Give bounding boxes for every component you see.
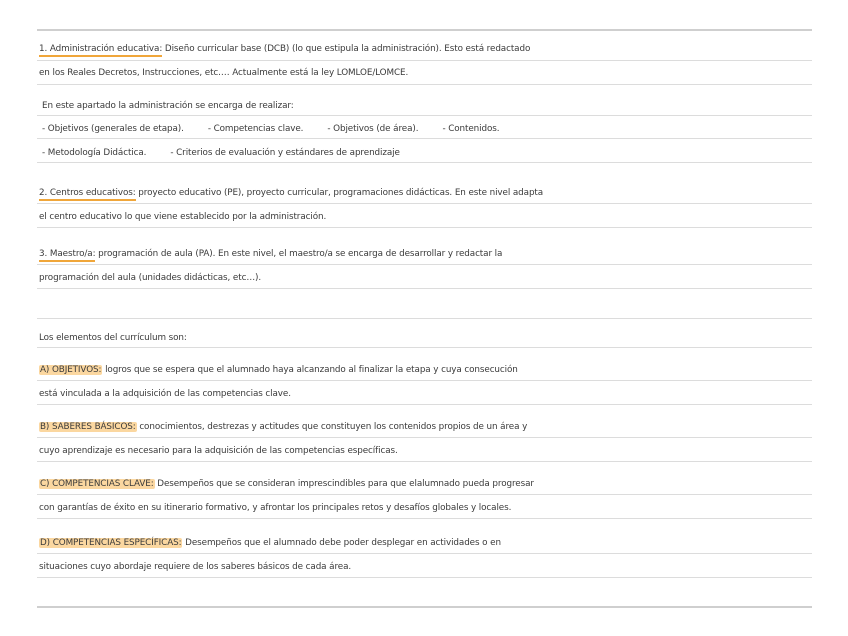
- notebook-rule: [37, 577, 812, 578]
- competencias-especificas-line-2: situaciones cuyo abordaje requiere de los saberes básicos de cada área.: [39, 562, 352, 572]
- objetivos-text: logros que se espera que el alumnado haya alcanzando al finalizar la etapa y cuya consecución: [102, 365, 518, 375]
- objetivos-line-1: [39, 361, 814, 379]
- centros-text: proyecto educativo (PE), proyecto curricular, programaciones didácticas. En este nivel adapta: [135, 188, 544, 198]
- admin-line-1: [39, 40, 814, 58]
- notebook-rule: [37, 264, 812, 265]
- notebook-rule: [37, 494, 812, 495]
- saberes-label: B) SABERES BÁSICOS:: [40, 422, 136, 432]
- item-objetivos-etapa: - Objetivos (generales de etapa).: [42, 124, 184, 134]
- bottom-rule: [37, 606, 812, 608]
- item-metodologia: - Metodología Didáctica.: [42, 148, 147, 158]
- notebook-rule: [37, 84, 812, 85]
- notebook-rule: [37, 347, 812, 348]
- saberes-text: conocimientos, destrezas y actitudes que constituyen los contenidos propios de un área y: [136, 422, 528, 432]
- maestro-line-1: [39, 245, 814, 263]
- notebook-rule: [37, 138, 812, 139]
- item-criterios: - Criterios de evaluación y estándares de aprendizaje: [170, 148, 400, 158]
- notebook-rule: [37, 318, 812, 319]
- objetivos-line-2: está vinculada a la adquisición de las competencias clave.: [39, 389, 291, 399]
- competencias-especificas-label: D) COMPETENCIAS ESPECÍFICAS:: [40, 538, 182, 548]
- elementos-intro: Los elementos del currículum son:: [39, 333, 187, 343]
- apartado-items-row-2: [42, 144, 817, 162]
- item-competencias-clave: - Competencias clave.: [207, 124, 304, 134]
- notebook-rule: [37, 553, 812, 554]
- notebook-rule: [37, 115, 812, 116]
- notebook-rule: [37, 60, 812, 61]
- competencias-especificas-text: Desempeños que el alumnado debe poder desplegar en actividades o en: [182, 538, 501, 548]
- notebook-rule: [37, 203, 812, 204]
- centros-heading: 2. Centros educativos:: [39, 188, 136, 201]
- admin-text: Diseño curricular base (DCB) (lo que estipula la administración). Esto está redactado: [162, 44, 531, 54]
- apartado-items-row-1: [42, 120, 817, 138]
- competencias-clave-line-1: [39, 475, 814, 493]
- notebook-rule: [37, 437, 812, 438]
- maestro-text: programación de aula (PA). En este nivel, el maestro/a se encarga de desarrollar y redactar la: [95, 249, 503, 259]
- notebook-rule: [37, 404, 812, 405]
- notebook-rule: [37, 380, 812, 381]
- maestro-line-2: programación del aula (unidades didácticas, etc…).: [39, 273, 262, 283]
- item-objetivos-area: - Objetivos (de área).: [327, 124, 419, 134]
- competencias-clave-label: C) COMPETENCIAS CLAVE:: [40, 479, 154, 489]
- competencias-clave-text: Desempeños que se consideran imprescindibles para que elalumnado pueda progresar: [154, 479, 534, 489]
- centros-line-2: el centro educativo lo que viene establecido por la administración.: [39, 212, 327, 222]
- top-rule: [37, 29, 812, 31]
- notebook-rule: [37, 518, 812, 519]
- apartado-intro: En este apartado la administración se encarga de realizar:: [42, 101, 294, 111]
- saberes-line-2: cuyo aprendizaje es necesario para la adquisición de las competencias específicas.: [39, 446, 398, 456]
- competencias-clave-line-2: con garantías de éxito en su itinerario formativo, y afrontar los principales retos y desafíos globales y locales.: [39, 503, 512, 513]
- saberes-line-1: [39, 418, 814, 436]
- competencias-especificas-line-1: [39, 534, 814, 552]
- item-contenidos: - Contenidos.: [442, 124, 500, 134]
- notebook-rule: [37, 227, 812, 228]
- objetivos-label: A) OBJETIVOS:: [40, 365, 102, 375]
- notebook-rule: [37, 461, 812, 462]
- centros-line-1: [39, 184, 814, 202]
- notebook-rule: [37, 288, 812, 289]
- notebook-rule: [37, 162, 812, 163]
- maestro-heading: 3. Maestro/a:: [39, 249, 95, 262]
- admin-heading: 1. Administración educativa:: [39, 44, 162, 57]
- admin-line-2: en los Reales Decretos, Instrucciones, etc.… Actualmente está la ley LOMLOE/LOMCE.: [39, 68, 409, 78]
